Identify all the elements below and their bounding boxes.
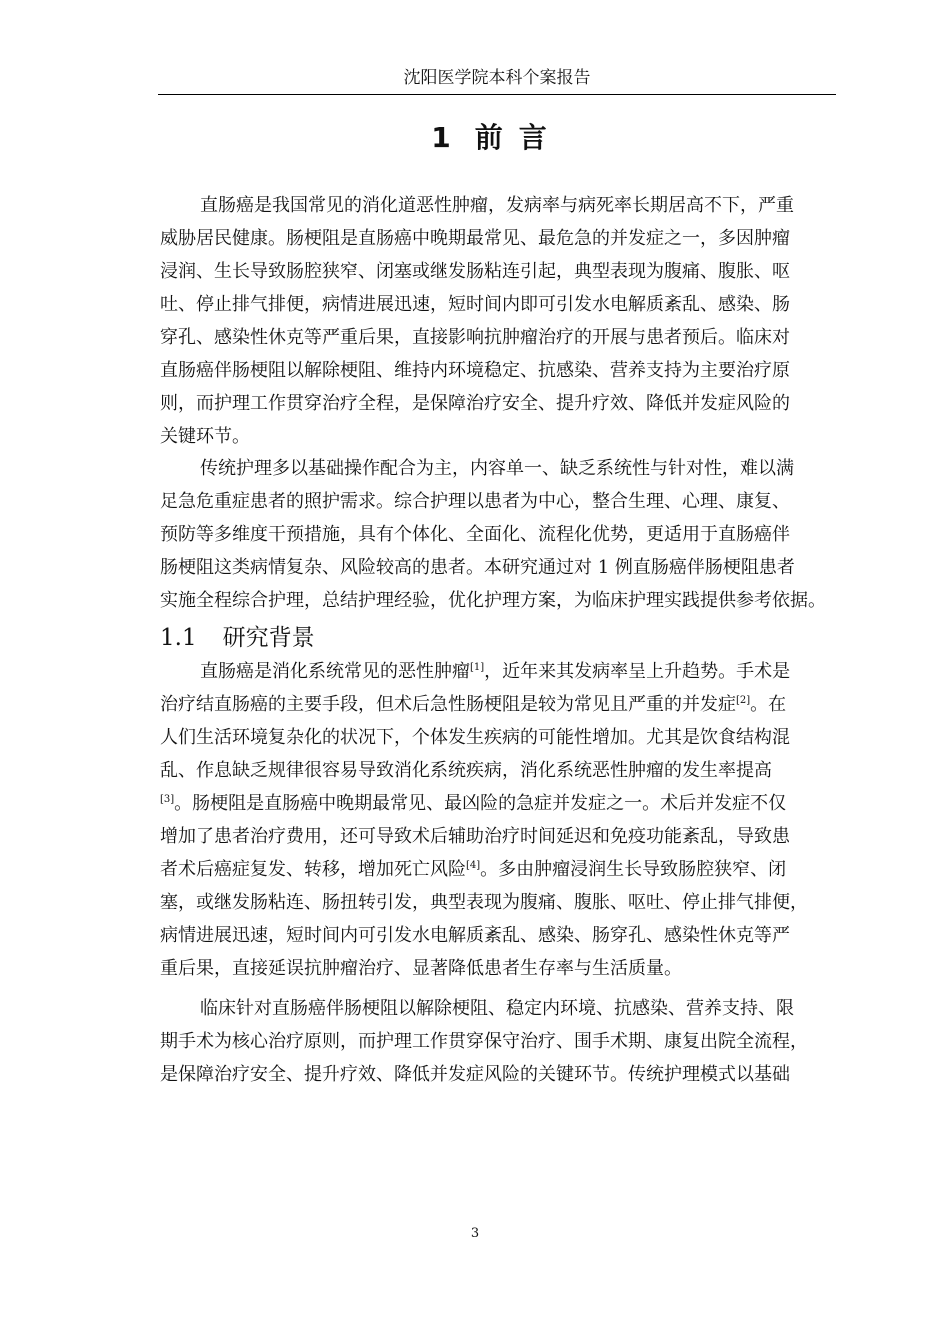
text-line xyxy=(160,787,840,820)
text-line: 吐、停止排气排便，病情进展迅速，短时间内即可引发水电解质紊乱、感染、肠 xyxy=(160,294,790,315)
text-line: 塞，或继发肠粘连、肠扭转引发，典型表现为腹痛、腹胀、呕吐、停止排气排便， xyxy=(160,892,808,913)
text-line: 乱、作息缺乏规律很容易导致消化系统疾病，消化系统恶性肿瘤的发生率提高 xyxy=(160,760,772,781)
text-line: 威胁居民健康。肠梗阻是直肠癌中晚期最常见、最危急的并发症之一，多因肿瘤 xyxy=(160,228,790,249)
paragraph-background-1 xyxy=(160,655,840,985)
text-line: 人们生活环境复杂化的状况下，个体发生疾病的可能性增加。尤其是饮食结构混 xyxy=(160,727,790,748)
text-line: 穿孔、感染性休克等严重后果，直接影响抗肿瘤治疗的开展与患者预后。临床对 xyxy=(160,327,790,348)
citation-ref: [1] xyxy=(470,662,485,673)
text-line: 增加了患者治疗费用，还可导致术后辅助治疗时间延迟和免疫功能紊乱，导致患 xyxy=(160,826,790,847)
text-run: 者术后癌症复发、转移，增加死亡风险 xyxy=(160,859,466,880)
text-run: 。多由肿瘤浸润生长导致肠腔狭窄、闭 xyxy=(480,859,787,880)
section-heading xyxy=(160,620,840,656)
text-line: 直肠癌是我国常见的消化道恶性肿瘤，发病率与病死率长期居高不下，严重 xyxy=(200,195,794,216)
section-title: 研究背景 xyxy=(222,625,315,651)
paragraph-intro-2 xyxy=(160,452,840,617)
text-line xyxy=(160,655,840,688)
citation-ref: [2] xyxy=(736,695,751,706)
chapter-title xyxy=(158,118,836,158)
text-line xyxy=(160,688,840,721)
paragraph-background-2 xyxy=(160,992,840,1091)
text-line: 直肠癌伴肠梗阻以解除梗阻、维持内环境稳定、抗感染、营养支持为主要治疗原 xyxy=(160,360,790,381)
text-line: 足急危重症患者的照护需求。综合护理以患者为中心，整合生理、心理、康复、 xyxy=(160,491,790,512)
page-number: 3 xyxy=(470,1226,480,1241)
text-run: 。在 xyxy=(750,694,787,715)
text-line: 病情进展迅速，短时间内可引发水电解质紊乱、感染、肠穿孔、感染性休克等严 xyxy=(160,925,790,946)
text-line: 肠梗阻这类病情复杂、风险较高的患者。本研究通过对 1 例直肠癌伴肠梗阻患者 xyxy=(160,557,795,578)
citation-ref: [3] xyxy=(160,794,175,805)
text-line: 实施全程综合护理，总结护理经验，优化护理方案，为临床护理实践提供参考依据。 xyxy=(160,590,826,611)
text-run: 直肠癌是消化系统常见的恶性肿瘤 xyxy=(200,661,470,682)
citation-ref: [4] xyxy=(466,860,481,871)
text-line: 则，而护理工作贯穿治疗全程，是保障治疗安全、提升疗效、降低并发症风险的 xyxy=(160,393,790,414)
text-line: 期手术为核心治疗原则，而护理工作贯穿保守治疗、围手术期、康复出院全流程， xyxy=(160,1031,808,1052)
text-run: 治疗结直肠癌的主要手段，但术后急性肠梗阻是较为常见且严重的并发症 xyxy=(160,694,736,715)
text-line xyxy=(160,853,840,886)
text-line: 关键环节。 xyxy=(160,426,250,447)
text-line: 是保障治疗安全、提升疗效、降低并发症风险的关键环节。传统护理模式以基础 xyxy=(160,1064,790,1085)
running-header: 沈阳医学院本科个案报告 xyxy=(158,62,836,95)
section-number: 1.1 xyxy=(160,625,197,651)
paragraph-intro-1 xyxy=(160,189,840,453)
chapter-title-text: 前言 xyxy=(474,121,563,154)
text-run: 。肠梗阻是直肠癌中晚期最常见、最凶险的急症并发症之一。术后并发症不仅 xyxy=(174,793,787,814)
text-line: 浸润、生长导致肠腔狭窄、闭塞或继发肠粘连引起，典型表现为腹痛、腹胀、呕 xyxy=(160,261,790,282)
text-line: 传统护理多以基础操作配合为主，内容单一、缺乏系统性与针对性，难以满 xyxy=(200,458,794,479)
text-line: 临床针对直肠癌伴肠梗阻以解除梗阻、稳定内环境、抗感染、营养支持、限 xyxy=(200,998,794,1019)
chapter-number: 1 xyxy=(431,121,451,154)
text-line: 预防等多维度干预措施，具有个体化、全面化、流程化优势，更适用于直肠癌伴 xyxy=(160,524,790,545)
text-run: ，近年来其发病率呈上升趋势。手术是 xyxy=(484,661,791,682)
text-line: 重后果，直接延误抗肿瘤治疗、显著降低患者生存率与生活质量。 xyxy=(160,958,682,979)
